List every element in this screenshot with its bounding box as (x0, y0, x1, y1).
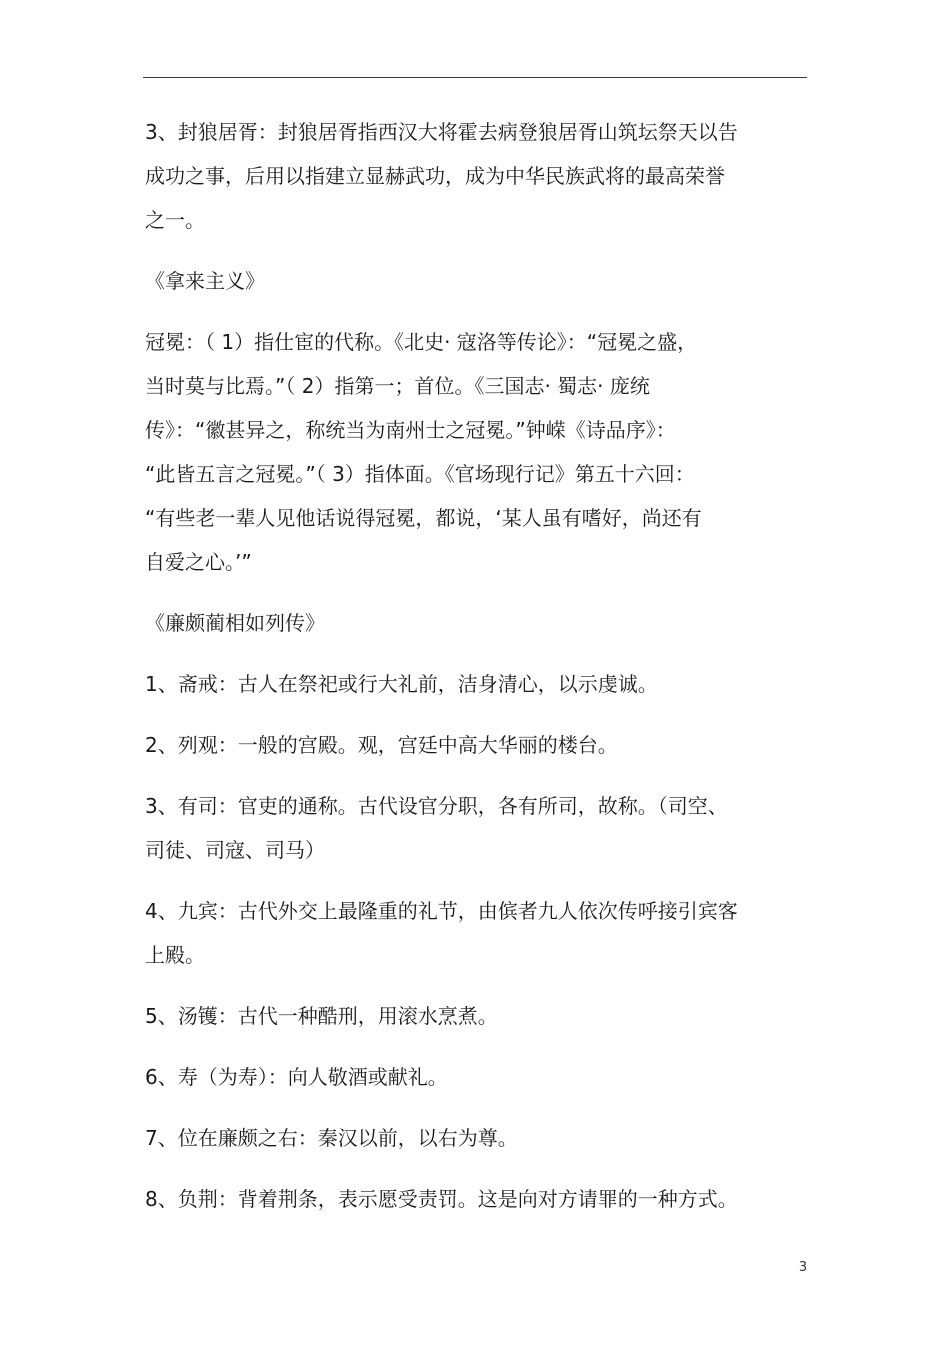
text-line: 冠冕：（ 1）指仕宦的代称。《北史· 寇洛等传论》：“冠冕之盛， (145, 330, 698, 354)
entry-fu-jing (145, 1177, 785, 1221)
text-line: 3、有司：官吏的通称。古代设官分职，各有所司，故称。（司空、 (145, 794, 728, 818)
entry-wei-zai-you (145, 1116, 785, 1160)
text-line: 司徒、司寇、司马） (145, 838, 325, 862)
text-line: 3、封狼居胥：封狼居胥指西汉大将霍去病登狼居胥山筑坛祭天以告 (145, 120, 738, 144)
entry-feng-lang-ju-xu (145, 110, 785, 242)
text-line: 6、寿（为寿）：向人敬酒或献礼。 (145, 1065, 448, 1089)
text-line: 上殿。 (145, 943, 205, 967)
entry-guan-mian (145, 320, 785, 584)
entry-zhai-jie (145, 662, 785, 706)
section-title-lian-po-lin-xiang-ru (145, 601, 785, 645)
section-title-nalai-zhuyi (145, 259, 785, 303)
text-line: 成功之事，后用以指建立显赫武功，成为中华民族武将的最高荣誉 (145, 164, 725, 188)
entry-tang-huo (145, 994, 785, 1038)
text-line: 7、位在廉颇之右：秦汉以前，以右为尊。 (145, 1126, 518, 1150)
entry-you-si (145, 784, 785, 872)
section-title-text: 《廉颇蔺相如列传》 (145, 611, 325, 635)
entry-jiu-bin (145, 889, 785, 977)
page-number: 3 (798, 1260, 808, 1275)
text-line: 自爱之心。’” (145, 550, 252, 574)
text-line: 之一。 (145, 208, 205, 232)
text-line: 2、列观：一般的宫殿。观，宫廷中高大华丽的楼台。 (145, 733, 618, 757)
entry-lie-guan (145, 723, 785, 767)
text-line: 4、九宾：古代外交上最隆重的礼节，由傧者九人依次传呼接引宾客 (145, 899, 738, 923)
text-line: 传》：“徽甚异之，称统当为南州士之冠冕。”钟嵘《诗品序》： (145, 418, 676, 442)
text-line: 当时莫与比焉。”（ 2）指第一；首位。《三国志· 蜀志· 庞统 (145, 374, 650, 398)
document-body (145, 110, 785, 1238)
text-line: “此皆五言之冠冕。”（ 3）指体面。《官场现行记》第五十六回： (145, 462, 695, 486)
text-line: 8、负荆：背着荆条，表示愿受责罚。这是向对方请罪的一种方式。 (145, 1187, 738, 1211)
text-line: 1、斋戒：古人在祭祀或行大礼前，洁身清心，以示虔诚。 (145, 672, 658, 696)
header-rule (143, 77, 807, 78)
text-line: “有些老一辈人见他话说得冠冕，都说，‘某人虽有嗜好，尚还有 (145, 506, 702, 530)
entry-shou (145, 1055, 785, 1099)
text-line: 5、汤镬：古代一种酷刑，用滚水烹煮。 (145, 1004, 498, 1028)
section-title-text: 《拿来主义》 (145, 269, 265, 293)
